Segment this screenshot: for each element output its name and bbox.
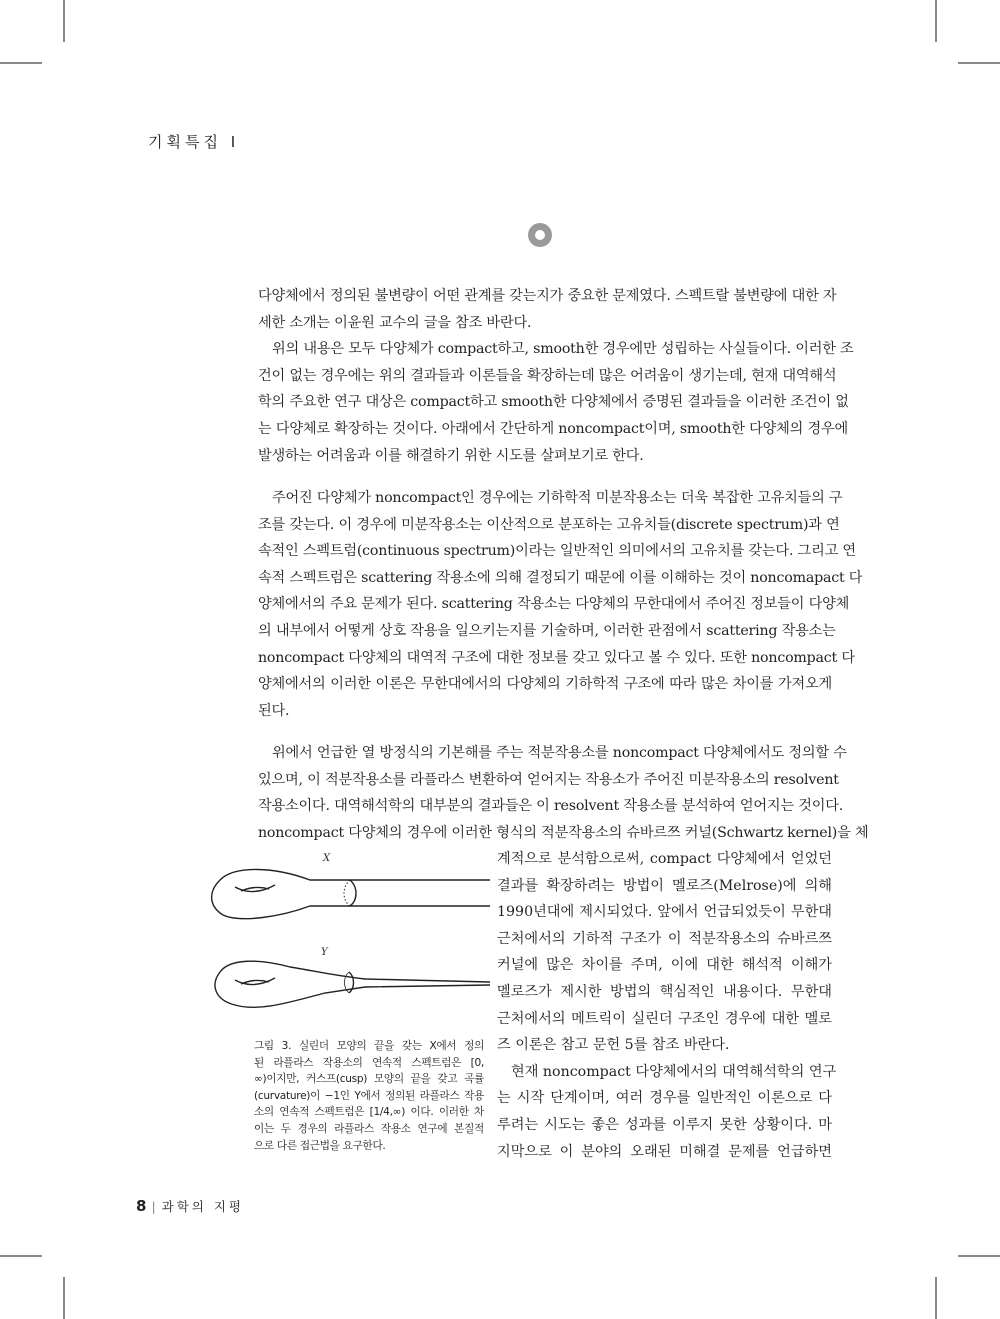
text-line: 루려는 시도는 좋은 성과를 이루지 못한 상황이다. 마 bbox=[497, 1116, 832, 1133]
section-label: 기획특집 I bbox=[148, 133, 240, 151]
text-line: 양체에서의 주요 문제가 된다. scattering 작용소는 다양체의 무한대에서 주어진 정보들이 다양체 bbox=[258, 596, 850, 613]
crop-mark-top-right-h bbox=[958, 62, 1000, 64]
paragraph-block-3 bbox=[258, 740, 869, 846]
text-line: 지막으로 이 분야의 오래된 미해결 문제를 언급하면 bbox=[497, 1143, 832, 1160]
text-line: 학의 주요한 연구 대상은 compact하고 smooth한 다양체에서 증명된 결과들을 이러한 조건이 없 bbox=[258, 394, 849, 411]
text-line: 양체에서의 이러한 이론은 무한대에서의 다양체의 기하학적 구조에 따라 많은 차이를 가져오게 bbox=[258, 676, 832, 693]
text-line: 결과를 확장하려는 방법이 멜로즈(Melrose)에 의해 bbox=[497, 877, 832, 894]
label-x: X bbox=[323, 853, 331, 864]
figure-caption bbox=[254, 1038, 484, 1154]
crop-mark-bottom-left-h bbox=[0, 1255, 42, 1257]
text-line: 의 내부에서 어떻게 상호 작용을 일으키는지를 기술하며, 이러한 관점에서 scattering 작용소는 bbox=[258, 622, 836, 639]
footer-separator: | bbox=[151, 1199, 156, 1214]
paragraph-block-2 bbox=[258, 485, 863, 724]
text-line: 건이 없는 경우에는 위의 결과들과 이론들을 확장하는데 많은 어려움이 생기는데, 현재 대역해석 bbox=[258, 367, 837, 384]
text-line: 계적으로 분석함으로써, compact 다양체에서 얻었던 bbox=[497, 851, 832, 867]
crop-mark-top-left-v bbox=[63, 0, 65, 42]
text-line: 커널에 많은 차이를 주며, 이에 대한 해석적 이해가 bbox=[497, 957, 832, 974]
caption-line: 된 라플라스 작용소의 연속적 스펙트럼은 [0, bbox=[254, 1056, 484, 1069]
ring-ornament-icon bbox=[528, 223, 552, 247]
right-column-text bbox=[497, 846, 837, 1165]
text-line: 있으며, 이 적분작용소를 라플라스 변환하여 얻어지는 작용소가 주어진 미분작용소의 resolvent bbox=[258, 771, 839, 788]
text-line: 위의 내용은 모두 다양체가 compact하고, smooth한 경우에만 성립하는 사실들이다. 이러한 조 bbox=[272, 341, 854, 358]
text-line: 조를 갖는다. 이 경우에 미분작용소는 이산적으로 분포하는 고유치들(discrete spectrum)과 연 bbox=[258, 516, 840, 533]
caption-line: (curvature)이 −1인 Y에서 정의된 라플라스 작용 bbox=[254, 1089, 484, 1102]
page-number: 8 bbox=[136, 1197, 147, 1215]
text-line: 발생하는 어려움과 이를 해결하기 위한 시도를 살펴보기로 한다. bbox=[258, 447, 644, 464]
text-line: 위에서 언급한 열 방정식의 기본해를 주는 적분작용소를 noncompact 다양체에서도 정의할 수 bbox=[272, 745, 847, 761]
figure-manifolds bbox=[205, 845, 495, 1015]
text-line: noncompact 다양체의 대역적 구조에 대한 정보를 갖고 있다고 볼 수 있다. 또한 noncompact 다 bbox=[258, 649, 855, 666]
text-line: noncompact 다양체의 경우에 이러한 형식의 적분작용소의 슈바르쯔 커널(Schwartz kernel)을 체 bbox=[258, 824, 869, 841]
text-line: 작용소이다. 대역해석학의 대부분의 결과들은 이 resolvent 작용소를 분석하여 얻어지는 것이다. bbox=[258, 798, 844, 815]
text-line: 세한 소개는 이윤원 교수의 글을 참조 바란다. bbox=[258, 314, 532, 331]
crop-mark-top-left-h bbox=[0, 62, 42, 64]
paragraph-block-1 bbox=[258, 283, 854, 469]
caption-line: 으로 다른 접근법을 요구한다. bbox=[254, 1139, 386, 1152]
text-line: 속적 스펙트럼은 scattering 작용소에 의해 결정되기 때문에 이를 이해하는 것이 noncomapact 다 bbox=[258, 569, 863, 586]
caption-line: 그림 3. 실린더 모양의 끝을 갖는 X에서 정의 bbox=[254, 1040, 484, 1052]
text-line: 속적인 스펙트럼(continuous spectrum)이라는 일반적인 의미에서의 고유치를 갖는다. 그리고 연 bbox=[258, 543, 856, 560]
text-line: 는 시작 단계이며, 여러 경우를 일반적인 이론으로 다 bbox=[497, 1090, 832, 1107]
crop-mark-bottom-right-h bbox=[958, 1255, 1000, 1257]
text-line: 즈 이론은 참고 문헌 5를 참조 바란다. bbox=[497, 1037, 730, 1054]
text-line: 현재 noncompact 다양체에서의 대역해석학의 연구 bbox=[511, 1063, 837, 1080]
text-line: 된다. bbox=[258, 702, 290, 719]
caption-line: ∞)이지만, 커스프(cusp) 모양의 끝을 갖고 곡률 bbox=[254, 1073, 484, 1086]
crop-mark-top-right-v bbox=[935, 0, 937, 42]
text-line: 다양체에서 정의된 불변량이 어떤 관계를 갖는지가 중요한 문제였다. 스펙트랄 불변량에 대한 자 bbox=[258, 288, 837, 304]
text-line: 근처에서의 메트릭이 실린더 구조인 경우에 대한 멜로 bbox=[497, 1010, 832, 1027]
caption-line: 소의 연속적 스펙트럼은 [1/4,∞) 이다. 이러한 차 bbox=[254, 1106, 484, 1119]
crop-mark-bottom-right-v bbox=[935, 1277, 937, 1319]
crop-mark-bottom-left-v bbox=[63, 1277, 65, 1319]
publication-title: 과학의 지평 bbox=[161, 1199, 245, 1214]
text-line: 1990년대에 제시되었다. 앞에서 언급되었듯이 무한대 bbox=[497, 904, 832, 921]
text-line: 주어진 다양체가 noncompact인 경우에는 기하학적 미분작용소는 더욱 복잡한 고유치들의 구 bbox=[272, 490, 843, 506]
text-line: 는 다양체로 확장하는 것이다. 아래에서 간단하게 noncompact이며, smooth한 다양체의 경우에 bbox=[258, 420, 848, 437]
page-footer bbox=[136, 1197, 244, 1215]
manifold-diagram bbox=[205, 845, 495, 1015]
caption-line: 이는 두 경우의 라플라스 작용소 연구에 본질적 bbox=[254, 1122, 484, 1135]
label-y: Y bbox=[321, 947, 328, 958]
text-line: 멜로즈가 제시한 방법의 핵심적인 내용이다. 무한대 bbox=[497, 983, 832, 1000]
text-line: 근처에서의 기하적 구조가 이 적분작용소의 슈바르쯔 bbox=[497, 930, 832, 947]
